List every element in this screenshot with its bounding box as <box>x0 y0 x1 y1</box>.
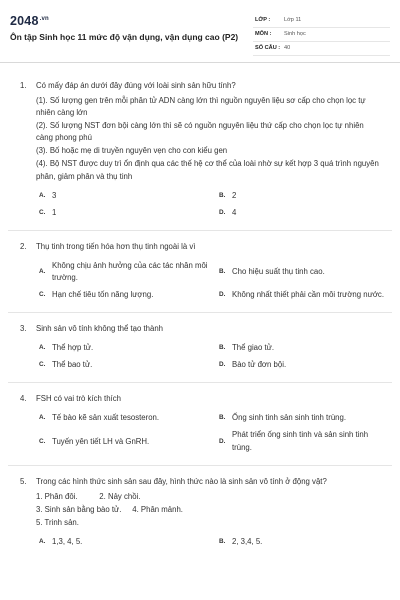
meta-row-count <box>253 42 390 56</box>
statement-line: (4). Bộ NST được duy trì ổn định qua các thế hệ cơ thể của loài nhờ sự kết hợp 3 quá trình nguyên phân, giảm phân và thụ tinh <box>36 159 379 181</box>
option-text: Thể bao tử. <box>52 360 93 370</box>
option-text: 2, 3,4, 5. <box>232 536 263 546</box>
option-text: Không chịu ảnh hưởng của các tác nhân môi trường. <box>52 260 208 282</box>
answer-options <box>36 260 382 312</box>
option-letter: A. <box>39 191 46 199</box>
statement-line: (3). Bố hoặc mẹ di truyền nguyên vẹn cho con kiểu gen <box>36 146 228 156</box>
answer-options <box>36 190 382 230</box>
option-text: 2 <box>232 190 237 200</box>
option-letter: B. <box>219 414 226 422</box>
meta-value: 40 <box>284 45 291 51</box>
question-stem: Trong các hình thức sinh sản sau đây, hình thức nào là sinh sản vô tính ở động vật? <box>36 476 327 486</box>
answer-option[interactable] <box>216 536 390 548</box>
answer-option[interactable] <box>216 342 390 354</box>
option-letter: B. <box>219 267 226 275</box>
question-number: 2. <box>20 241 27 251</box>
option-letter: C. <box>39 291 46 299</box>
option-text: Bào tử đơn bội. <box>232 360 287 370</box>
option-letter: C. <box>39 208 46 216</box>
answer-option[interactable] <box>216 260 390 284</box>
option-text: Phát triển ống sinh tinh và sản sinh tinh trùng. <box>232 430 369 452</box>
option-letter: A. <box>39 538 46 546</box>
option-text: Hạn chế tiêu tốn năng lượng. <box>52 290 154 300</box>
logo-tld: .vn <box>39 15 49 22</box>
answer-options <box>36 536 382 559</box>
answer-option[interactable] <box>216 190 390 202</box>
answer-option[interactable] <box>36 412 210 424</box>
site-logo[interactable]: $2048^{.vn}$ <box>10 14 49 28</box>
option-text: Cho hiệu suất thụ tinh cao. <box>232 266 325 276</box>
option-text: 3 <box>52 190 57 200</box>
option-letter: B. <box>219 344 226 352</box>
option-letter: B. <box>219 538 226 546</box>
question-stem: Thụ tinh trong tiến hóa hơn thụ tinh ngoài là vì <box>36 241 196 251</box>
question-number: 4. <box>20 394 27 404</box>
option-text: Không nhất thiết phải cần môi trường nước. <box>232 290 384 300</box>
option-letter: A. <box>39 344 46 352</box>
answer-option[interactable] <box>36 359 210 371</box>
answer-option[interactable] <box>36 207 210 219</box>
option-letter: D. <box>219 437 226 445</box>
answer-option[interactable] <box>36 289 210 301</box>
option-letter: B. <box>219 191 226 199</box>
meta-key: SỐ CÂU : <box>255 45 281 51</box>
option-text: Tuyến yên tiết LH và GnRH. <box>52 436 150 446</box>
meta-row-subject <box>253 28 390 42</box>
meta-key: LỚP : <box>255 17 271 23</box>
question <box>0 313 400 382</box>
question-stem: Sinh sản vô tính không thể tạo thành <box>36 324 164 334</box>
answer-option[interactable] <box>216 412 390 424</box>
answer-option[interactable] <box>36 536 210 548</box>
question-number: 3. <box>20 324 27 334</box>
question-number: 5. <box>20 476 27 486</box>
statement-line: (1). Số lượng gen trên mỗi phân tử ADN càng lớn thì nguồn nguyên liệu sơ cấp cho chọn lọc tự nhiên càng lớn <box>36 96 366 118</box>
meta-value: Lớp 11 <box>284 17 302 23</box>
statement-line: 3. Sinh sản bằng bào tử. 4. Phân mảnh. <box>36 504 183 514</box>
meta-key: MÔN : <box>255 31 272 37</box>
question <box>0 383 400 464</box>
answer-option[interactable] <box>216 359 390 371</box>
question <box>0 466 400 559</box>
answer-option[interactable] <box>36 429 210 453</box>
option-text: Tế bào kẽ sản xuất tesosteron. <box>52 413 160 423</box>
answer-option[interactable] <box>216 207 390 219</box>
option-letter: D. <box>219 291 226 299</box>
option-letter: D. <box>219 208 226 216</box>
document-header <box>0 0 400 63</box>
option-text: 1,3, 4, 5. <box>52 536 83 546</box>
statement-line: 5. Trinh sản. <box>36 517 79 527</box>
option-letter: A. <box>39 414 46 422</box>
question-stem: Có mấy đáp án dưới đây đúng với loài sinh sản hữu tính? <box>36 81 236 90</box>
question-list <box>0 70 400 559</box>
question-number: 1. <box>20 81 27 90</box>
meta-value: Sinh học <box>284 31 306 37</box>
answer-option[interactable] <box>36 260 210 284</box>
answer-option[interactable] <box>216 289 390 301</box>
option-letter: A. <box>39 267 46 275</box>
question <box>0 70 400 230</box>
option-letter: C. <box>39 437 46 445</box>
answer-option[interactable] <box>216 429 390 453</box>
statement-line: 1. Phân đôi. 2. Nảy chồi. <box>36 491 141 501</box>
answer-options <box>36 412 382 464</box>
option-letter: C. <box>39 361 46 369</box>
option-text: 4 <box>232 207 237 217</box>
option-text: Ống sinh tinh sản sinh tinh trùng. <box>232 413 346 423</box>
question <box>0 231 400 312</box>
option-text: Thể giao tử. <box>232 343 275 353</box>
answer-option[interactable] <box>36 342 210 354</box>
answer-options <box>36 342 382 382</box>
document-title: Ôn tập Sinh học 11 mức độ vận dụng, vận dụng cao (P2) <box>10 32 239 42</box>
option-text: 1 <box>52 207 57 217</box>
question-stem: FSH có vai trò kích thích <box>36 394 121 404</box>
answer-option[interactable] <box>36 190 210 202</box>
option-text: Thể hợp tử. <box>52 343 94 353</box>
option-letter: D. <box>219 361 226 369</box>
statement-line: (2). Số lượng NST đơn bội càng lớn thì sẽ có nguồn nguyên liệu thứ cấp cho chọn lọc tự nhiên càng phong phú <box>36 121 364 143</box>
meta-row-class <box>253 14 390 28</box>
